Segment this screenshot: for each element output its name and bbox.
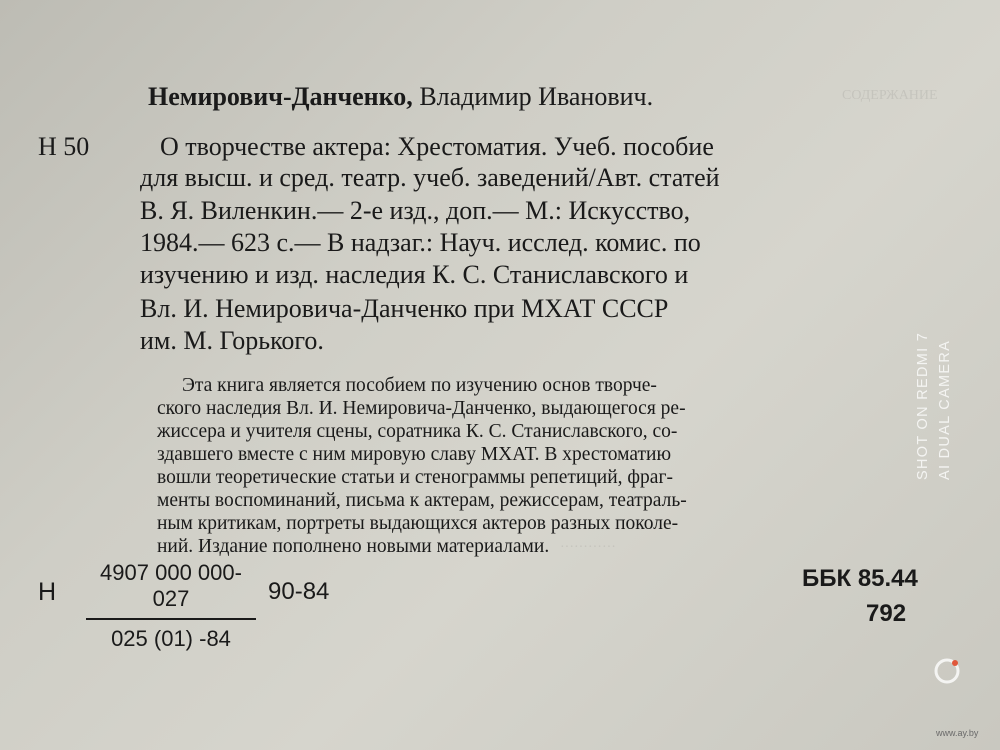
bleed-through-text: ············ [560,540,616,555]
description-line: 1984.— 623 с.— В надзаг.: Науч. исслед. комис. по [140,228,701,257]
abstract-line: жиссера и учителя сцены, соратника К. С. Станиславского, со- [157,421,678,442]
watermark-line-2: AI DUAL CAMERA [937,339,953,480]
author-surname: Немирович-Данченко, [148,82,413,111]
bbk-subcode: 792 [866,600,907,627]
abstract-line: ского наследия Вл. И. Немировича-Данченко, выдающегося ре- [157,398,686,419]
camera-logo-icon [932,656,962,686]
index-fraction [86,560,256,652]
abstract-line: ным критикам, портреты выдающихся актеров разных поколе- [157,513,679,534]
site-watermark: www.ay.by [936,728,979,738]
shelf-code: Н 50 [38,132,90,161]
author-heading [148,82,653,112]
bbk-code: ББК 85.44 [802,565,918,592]
abstract-line: здавшего вместе с ним мировую славу МХАТ. В хрестоматию [157,444,672,465]
author-given-names: Владимир Иванович. [412,82,654,111]
abstract-line: менты воспоминаний, письма к актерам, режиссерам, театраль- [157,490,687,511]
watermark-line-1: SHOT ON REDMI 7 [915,331,931,480]
index-letter: Н [38,578,57,606]
index-suffix: 90-84 [268,578,330,605]
description-line: им. М. Горького. [140,326,324,355]
description-line: для высш. и сред. театр. учеб. заведений/Авт. статей [140,163,720,192]
description-line: Вл. И. Немировича-Данченко при МХАТ СССР [140,294,669,323]
abstract-line: ний. Издание пополнено новыми материалами. [157,536,550,557]
abstract-line: Эта книга является пособием по изучению основ творче- [182,375,657,396]
description-line: В. Я. Виленкин.— 2-е изд., доп.— М.: Искусство, [140,196,691,225]
description-line: О творчестве актера: Хрестоматия. Учеб. пособие [160,132,714,161]
description-line: изучению и изд. наследия К. С. Станиславского и [140,260,689,289]
camera-watermark [912,331,956,480]
bleed-through-text: СОДЕРЖАНИЕ [842,88,938,103]
index-numerator: 4907 000 000-027 [86,560,256,620]
index-denominator: 025 (01) -84 [111,626,231,651]
abstract-line: вошли теоретические статьи и стенограммы репетиций, фраг- [157,467,673,488]
